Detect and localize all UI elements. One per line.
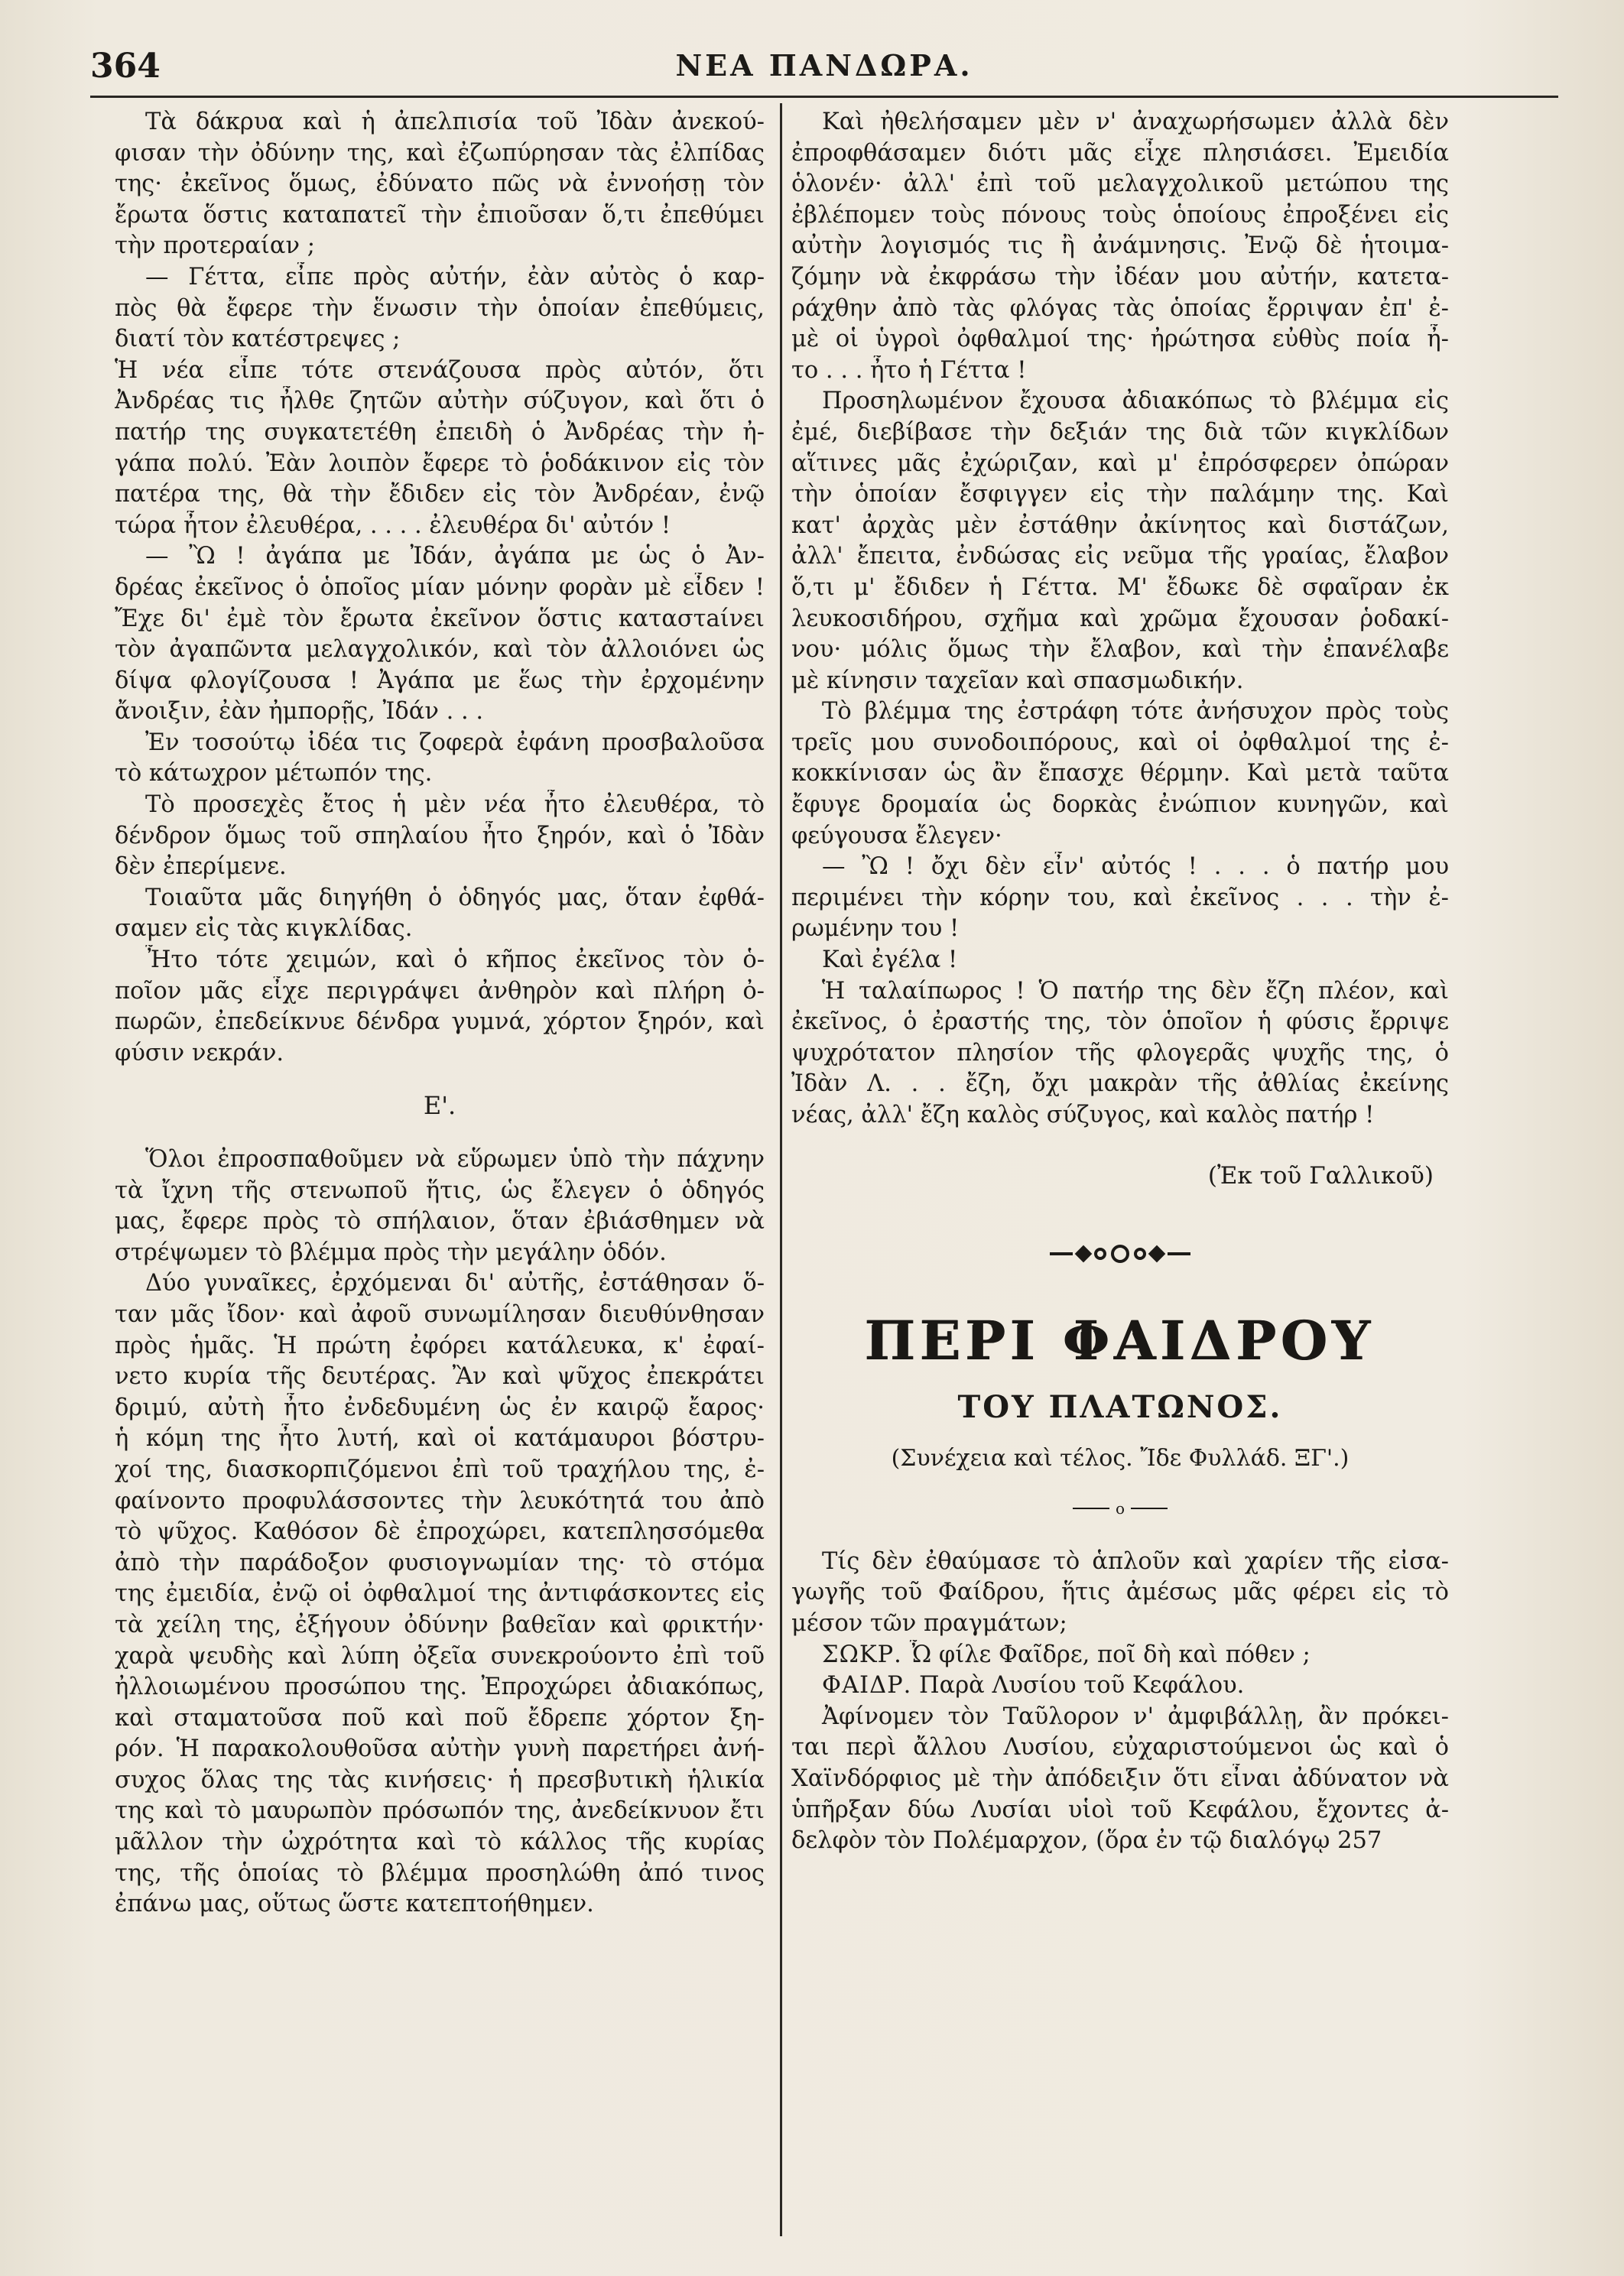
text-line: φισαν τὴν ὀδύνην της, καὶ ἐζωπύρησαν τὰς ἐλπίδας <box>115 139 765 167</box>
text-line: ἐβλέπομεν τοὺς πόνους τοὺς ὁποίους ἐπροξένει εἰς <box>791 201 1449 229</box>
text-line: Ἐν τοσούτῳ ἰδέα τις ζοφερὰ ἐφάνη προσβαλοῦσα <box>145 729 765 756</box>
text-line: Ἔχε δι' ἐμὲ τὸν ἔρωτα ἐκεῖνον ὅστις καταστaίνει <box>115 605 765 632</box>
text-line: Τὸ βλέμμα της ἐστράφη τότε ἀνήσυχον πρὸς τοὺς <box>822 698 1449 726</box>
text-line: Τίς δὲν ἐθαύμασε τὸ ἁπλοῦν καὶ χαρίεν τῆς εἰσα- <box>822 1547 1449 1575</box>
paragraph <box>115 541 765 728</box>
text-line: λευκοσιδήρου, σχῆμα καὶ χρῶμα ἔχουσαν ῥοδακί- <box>791 605 1449 632</box>
text-line: της καὶ τὸ μαυρωπὸν πρόσωπόν της, ἀνεδείκνυον ἔτι <box>115 1797 765 1825</box>
text-line: — Ὢ ! ὄχι δὲν εἶν' αὐτός ! . . . ὁ πατήρ μου <box>822 853 1449 881</box>
text-line: τὴν ὁποίαν ἔσφιγγεν εἰς τὴν παλάμην της. Καὶ <box>791 481 1449 508</box>
paragraph <box>791 1702 1449 1857</box>
text-line: Ἀφίνομεν τὸν Ταῦλορον ν' ἀμφιβάλλῃ, ἂν πρόκει- <box>822 1703 1449 1730</box>
paragraph <box>115 262 765 356</box>
text-line: ἄνοιξιν, ἐὰν ἠμπορῇς, Ἰδάν . . . <box>115 698 484 726</box>
text-line: το . . . ἦτο ἡ Γέττα ! <box>791 356 1027 384</box>
text-line: πωρῶν, ἐπεδείκνυε δένδρα γυμνά, χόρτον ξηρόν, καὶ <box>115 1008 765 1036</box>
ornament-divider <box>791 1245 1449 1263</box>
text-line: ὅ,τι μ' ἔδιδεν ἡ Γέττα. Μ' ἔδωκε δὲ σφαῖραν ἐκ <box>791 573 1449 601</box>
paragraph <box>791 945 1449 976</box>
left-column <box>115 107 765 1920</box>
article-title: ΠΕΡΙ ΦΑΙΔΡΟΥ <box>865 1309 1376 1373</box>
text-line: Ἡ ταλαίπωρος ! Ὁ πατήρ της δὲν ἔζη πλέον, καὶ <box>822 977 1449 1005</box>
text-line: Καὶ ἠθελήσαμεν μὲν ν' ἀναχωρήσωμεν ἀλλὰ δὲν <box>822 109 1449 135</box>
text-line: ψυχρότατον πλησίον τῆς φλογερᾶς ψυχῆς της, ὁ <box>791 1039 1449 1067</box>
article-subtitle: ΤΟΥ ΠΛΑΤΩΝΟΣ. <box>957 1389 1283 1426</box>
text-line: ἀπὸ τὴν παράδοξον φυσιογνωμίαν της· τὸ στόμα <box>115 1549 765 1576</box>
text-line: ρωμένην του ! <box>791 915 960 943</box>
text-line: δίψα φλογίζουσα ! Ἀγάπα με ἕως τὴν ἐρχομένην <box>115 667 765 694</box>
text-line: νετο κυρία τῆς δευτέρας. Ἂν καὶ ψῦχος ἐπεκράτει <box>115 1363 765 1391</box>
dialog-text: Παρὰ Λυσίου τοῦ Κεφάλου. <box>919 1672 1245 1700</box>
text-line: Ἡ νέα εἶπε τότε στενάζουσα πρὸς αὐτόν, ὅτι <box>115 356 765 384</box>
text-line: δελφὸν τὸν Πολέμαρχον, (ὅρα ἐν τῷ διαλόγῳ 257 <box>791 1827 1382 1855</box>
text-line: μας, ἔφερε πρὸς τὸ σπήλαιον, ὅταν ἐβιάσθημεν νὰ <box>115 1208 765 1235</box>
text-line: δρέας ἐκεῖνος ὁ ὁποῖος μίαν μόνην φορὰν μὲ εἶδεν ! <box>115 573 765 601</box>
text-line: φύσιν νεκράν. <box>115 1039 284 1067</box>
divider-line <box>1073 1508 1109 1509</box>
paragraph <box>791 107 1449 386</box>
text-line: μὲ κίνησιν ταχεῖαν καὶ σπασμωδικήν. <box>791 667 1244 694</box>
text-line: ἔρωτα ὅστις καταπατεῖ τὴν ἐπιοῦσαν ὅ,τι ἐπεθύμει <box>115 201 765 229</box>
text-line: ἐπάνω μας, οὕτως ὥστε κατεπτοήθημεν. <box>115 1891 594 1918</box>
text-line: πατέρα της, θὰ τὴν ἔδιδεν εἰς τὸν Ἀνδρέαν, ἐνῷ <box>115 481 765 508</box>
text-line: ἡ κόμη της ἦτο λυτή, καὶ οἱ κατάμαυροι βόστρυ- <box>115 1425 765 1453</box>
paragraph <box>791 1547 1449 1640</box>
text-line: γωγῆς τοῦ Φαίδρου, ἥτις ἀμέσως μᾶς φέρει εἰς τὸ <box>791 1579 1449 1606</box>
text-line: αὐτὴν λογισμός τις ἢ ἀνάμνησις. Ἐνῷ δὲ ἡτοιμα- <box>791 232 1449 260</box>
text-line: Χαϊνδόρφιος μὲ τὴν ἀπόδειξιν ὅτι εἶναι ἀδύνατον νὰ <box>791 1765 1449 1792</box>
text-line: ἠλλοιωμένου προσώπου της. Ἐπροχώρει ἀδιακόπως, <box>115 1674 765 1701</box>
text-line: πατήρ της συγκατετέθη ἐπειδὴ ὁ Ἀνδρέας τὴν ἠ- <box>115 418 765 446</box>
text-line: Καὶ ἐγέλα ! <box>822 946 958 974</box>
text-line: ταν μᾶς ἴδον· καὶ ἀφοῦ συνωμίλησαν διευθύνθησαν <box>115 1300 765 1328</box>
text-line: μᾶλλον τὴν ὠχρότητα καὶ τὸ κάλλος τῆς κυρίας <box>115 1829 765 1856</box>
text-line: μέσον τῶν πραγμάτων; <box>791 1609 1067 1637</box>
text-line: ἐκεῖνος, ὁ ἐραστής της, τὸν ὁποῖον ἡ φύσις ἔρριψε <box>791 1008 1449 1036</box>
text-line: νου· μόλις ὅμως τὴν ἔλαβον, καὶ τὴν ἐπανέλαβε <box>791 636 1449 664</box>
paragraph <box>791 976 1449 1132</box>
text-line: της ἐμειδία, ἐνῷ οἱ ὀφθαλμοί της ἀντιφάσκοντες εἰς <box>115 1580 765 1608</box>
ornament-knot <box>1111 1245 1129 1263</box>
text-line: τὸν ἀγαπῶντα μελαγχολικόν, καὶ τὸν ἀλλοιόνει ὡς <box>115 636 765 664</box>
text-line: Προσηλωμένον ἔχουσα ἀδιακόπως τὸ βλέμμα εἰς <box>822 388 1449 415</box>
text-line: σαμεν εἰς τὰς κιγκλίδας. <box>115 915 413 943</box>
page-header <box>90 42 1558 98</box>
paragraph <box>115 1268 765 1920</box>
text-line: τὰ χείλη της, ἐξήγουν ὀδύνην βαθεῖαν καὶ φρικτήν· <box>115 1611 765 1638</box>
text-line: γάπα πολύ. Ἐὰν λοιπὸν ἔφερε τὸ ῥοδάκινον εἰς τὸν <box>115 450 765 477</box>
paragraph <box>791 386 1449 696</box>
divider-mark: o <box>1115 1498 1125 1518</box>
text-line: της, τῆς ὁποίας τὸ βλέμμα προσηλώθη ἀπό τινος <box>115 1859 765 1887</box>
text-line: νέας, ἀλλ' ἔζη καλὸς σύζυγος, καὶ καλὸς πατήρ ! <box>791 1102 1375 1128</box>
right-column <box>791 107 1449 1857</box>
paragraph <box>791 852 1449 945</box>
text-line: τὸ κάτωχρον μέτωπόν της. <box>115 760 433 787</box>
ornament-knot <box>1134 1248 1146 1260</box>
text-line: πὸς θὰ ἔφερε τὴν ἕνωσιν τὴν ὁποίαν ἐπεθύμεις, <box>115 294 765 322</box>
text-line: φαίνοντο προφυλάσσοντες τὴν λευκότητά του ἀπὸ <box>115 1487 765 1515</box>
ornament-dash <box>1050 1252 1073 1255</box>
text-line: περιμένει τὴν κόρην του, καὶ ἐκεῖνος . . . τὴν ἐ- <box>791 884 1449 911</box>
text-line: — Ὢ ! ἀγάπα με Ἰδάν, ἀγάπα με ὡς ὁ Ἀν- <box>145 543 765 570</box>
text-line: αἵτινες μᾶς ἐχώριζαν, καὶ μ' ἐπρόσφερεν ὀπώραν <box>791 450 1449 477</box>
text-line: τρεῖς μου συνοδοιπόρους, καὶ οἱ ὀφθαλμοί της ἐ- <box>791 729 1449 756</box>
text-line: ται περὶ ἄλλου Λυσίου, εὐχαριστούμενοι ὡς καὶ ὁ <box>791 1734 1449 1761</box>
text-line: δριμύ, αὐτὴ ἦτο ἐνδεδυμένη ὡς ἐν καιρῷ ἔαρος· <box>115 1394 765 1421</box>
text-line: χοί της, διασκορπιζόμενοι ἐπὶ τοῦ τραχήλου της, ἐ- <box>115 1456 765 1483</box>
text-line: ἀλλ' ἔπειτα, ἐνδώσας εἰς νεῦμα τῆς γραίας, ἔλαβον <box>791 543 1449 570</box>
page-number: 364 <box>90 47 161 86</box>
section-heading: Ε'. <box>423 1091 456 1121</box>
paragraph <box>791 696 1449 852</box>
text-line: Τοιαῦτα μᾶς διηγήθη ὁ ὁδηγός μας, ὅταν ἐφθά- <box>145 884 765 911</box>
text-line: της· ἐκεῖνος ὅμως, ἐδύνατο πῶς νὰ ἐννοήσῃ τὸν <box>115 170 765 198</box>
paragraph <box>115 107 765 262</box>
text-line: κοκκίνισαν ὡς ἂν ἔπασχε θέρμην. Καὶ μετὰ ταῦτα <box>791 760 1449 787</box>
text-line: ἐπροφθάσαμεν διότι μᾶς εἶχε πλησιάσει. Ἐμειδία <box>791 139 1449 167</box>
text-line: ὑπῆρξαν δύω Λυσίαι υἱοὶ τοῦ Κεφάλου, ἔχοντες ἀ- <box>791 1796 1449 1823</box>
dialog-text: Ὦ φίλε Φαῖδρε, ποῖ δὴ καὶ πόθεν ; <box>909 1641 1311 1668</box>
paragraph <box>115 728 765 790</box>
text-line: ἔφυγε δρομαία ὡς δορκὰς ἐνώπιον κυνηγῶν, καὶ <box>791 791 1449 819</box>
ornament-dash <box>1168 1252 1190 1255</box>
text-line: δένδρον ὅμως τοῦ σπηλαίου ἦτο ξηρόν, καὶ ὁ Ἰδὰν <box>115 822 765 849</box>
text-line: τὰ ἴχνη τῆς στενωποῦ ἥτις, ὡς ἔλεγεν ὁ ὁδηγός <box>115 1177 765 1204</box>
text-line: Ὅλοι ἐπροσπαθοῦμεν νὰ εὕρωμεν ὑπὸ τὴν πάχνην <box>145 1146 765 1173</box>
text-line: τὸ ψῦχος. Καθόσον δὲ ἐπροχώρει, κατεπλησσόμεθα <box>115 1518 765 1546</box>
divider-line <box>1131 1508 1168 1509</box>
text-line: συχος ὅλας της τὰς κινήσεις· ἡ πρεσβυτικὴ ἡλικία <box>115 1766 765 1794</box>
text-line: Ἰδὰν Λ. . . ἔζη, ὄχι μακρὰν τῆς ἀθλίας ἐκείνης <box>791 1070 1449 1098</box>
text-line: πρὸς ἡμᾶς. Ἡ πρώτη ἐφόρει κατάλευκα, κ' ἐφαί- <box>115 1332 765 1359</box>
text-line: ζόμην νὰ ἐκφράσω τὴν ἰδέαν μου αὐτήν, κατετα- <box>791 263 1449 291</box>
source-credit: (Ἐκ τοῦ Γαλλικοῦ) <box>1207 1161 1434 1190</box>
small-divider <box>791 1498 1449 1518</box>
text-line: Τὸ προσεχὲς ἔτος ἡ μὲν νέα ἦτο ἐλευθέρα, τὸ <box>145 791 765 819</box>
ornament-diamond <box>1075 1245 1093 1263</box>
text-line: τώρα ἦτον ἐλευθέρα, . . . . ἐλευθέρα δι' αὐτόν ! <box>115 511 671 539</box>
text-line: ποῖον μᾶς εἶχε περιγράψει ἀνθηρὸν καὶ πλήρη ὀ- <box>115 977 765 1005</box>
dialog-line <box>791 1670 1449 1702</box>
running-title: ΝΕΑ ΠΑΝΔΩΡΑ. <box>675 48 973 83</box>
ornament-diamond <box>1148 1245 1166 1263</box>
text-line: μὲ οἱ ὑγροὶ ὀφθαλμοί της· ἠρώτησα εὐθὺς ποία ἦ- <box>791 326 1449 353</box>
ornament-knot <box>1094 1248 1106 1260</box>
paragraph <box>115 790 765 883</box>
text-line: στρέψωμεν τὸ βλέμμα πρὸς τὴν μεγάλην ὁδόν. <box>115 1239 667 1266</box>
text-line: ὁλονέν· ἀλλ' ἐπὶ τοῦ μελαγχολικοῦ μετώπου της <box>791 170 1449 198</box>
text-line: Ἦτο τότε χειμών, καὶ ὁ κῆπος ἐκεῖνος τὸν ὁ- <box>145 946 765 974</box>
text-line: καὶ σταματοῦσα ποῦ καὶ ποῦ ἔδρεπε χόρτον ξη- <box>115 1704 765 1732</box>
text-line: διατί τὸν κατέστρεψες ; <box>115 326 401 353</box>
paragraph <box>115 883 765 945</box>
speaker-label: ΦΑΙΔΡ. <box>822 1672 912 1700</box>
text-line: κατ' ἀρχὰς μὲν ἐστάθην ἀκίνητος καὶ διστάζων, <box>791 511 1449 539</box>
text-line: — Γέττα, εἶπε πρὸς αὐτήν, ἐὰν αὐτὸς ὁ καρ- <box>145 263 765 291</box>
text-line: τὴν προτεραίαν ; <box>115 232 315 260</box>
paragraph <box>115 1144 765 1268</box>
dialog-line <box>791 1640 1449 1671</box>
text-line: φεύγουσα ἔλεγεν· <box>791 822 1002 849</box>
text-line: ρόν. Ἡ παρακολουθοῦσα αὐτὴν γυνὴ παρετήρει ἀνή- <box>115 1735 765 1763</box>
text-line: Τὰ δάκρυα καὶ ἡ ἀπελπισία τοῦ Ἰδὰν ἀνεκού- <box>145 109 765 135</box>
text-line: Δύο γυναῖκες, ἐρχόμεναι δι' αὐτῆς, ἐστάθησαν ὅ- <box>145 1270 765 1297</box>
column-divider <box>780 103 782 2236</box>
text-line: Ἀνδρέας τις ἦλθε ζητῶν αὐτὴν σύζυγον, καὶ ὅτι ὁ <box>115 388 765 415</box>
text-line: ἐμέ, διεβίβασε τὴν δεξιάν της διὰ τῶν κιγκλίδων <box>791 418 1449 446</box>
text-line: χαρὰ ψευδὴς καὶ λύπη ὀξεῖα συνεκρούοντο ἐπὶ τοῦ <box>115 1642 765 1670</box>
article-note: (Συνέχεια καὶ τέλος. Ἴδε Φυλλάδ. ΞΓ'.) <box>891 1445 1350 1472</box>
paragraph <box>115 945 765 1069</box>
text-line: δὲν ἐπερίμενε. <box>115 853 287 881</box>
paragraph <box>115 356 765 542</box>
speaker-label: ΣΩΚΡ. <box>822 1641 902 1668</box>
text-line: ράχθην ἀπὸ τὰς φλόγας τὰς ὁποίας ἔρριψαν ἐπ' ἐ- <box>791 294 1449 322</box>
